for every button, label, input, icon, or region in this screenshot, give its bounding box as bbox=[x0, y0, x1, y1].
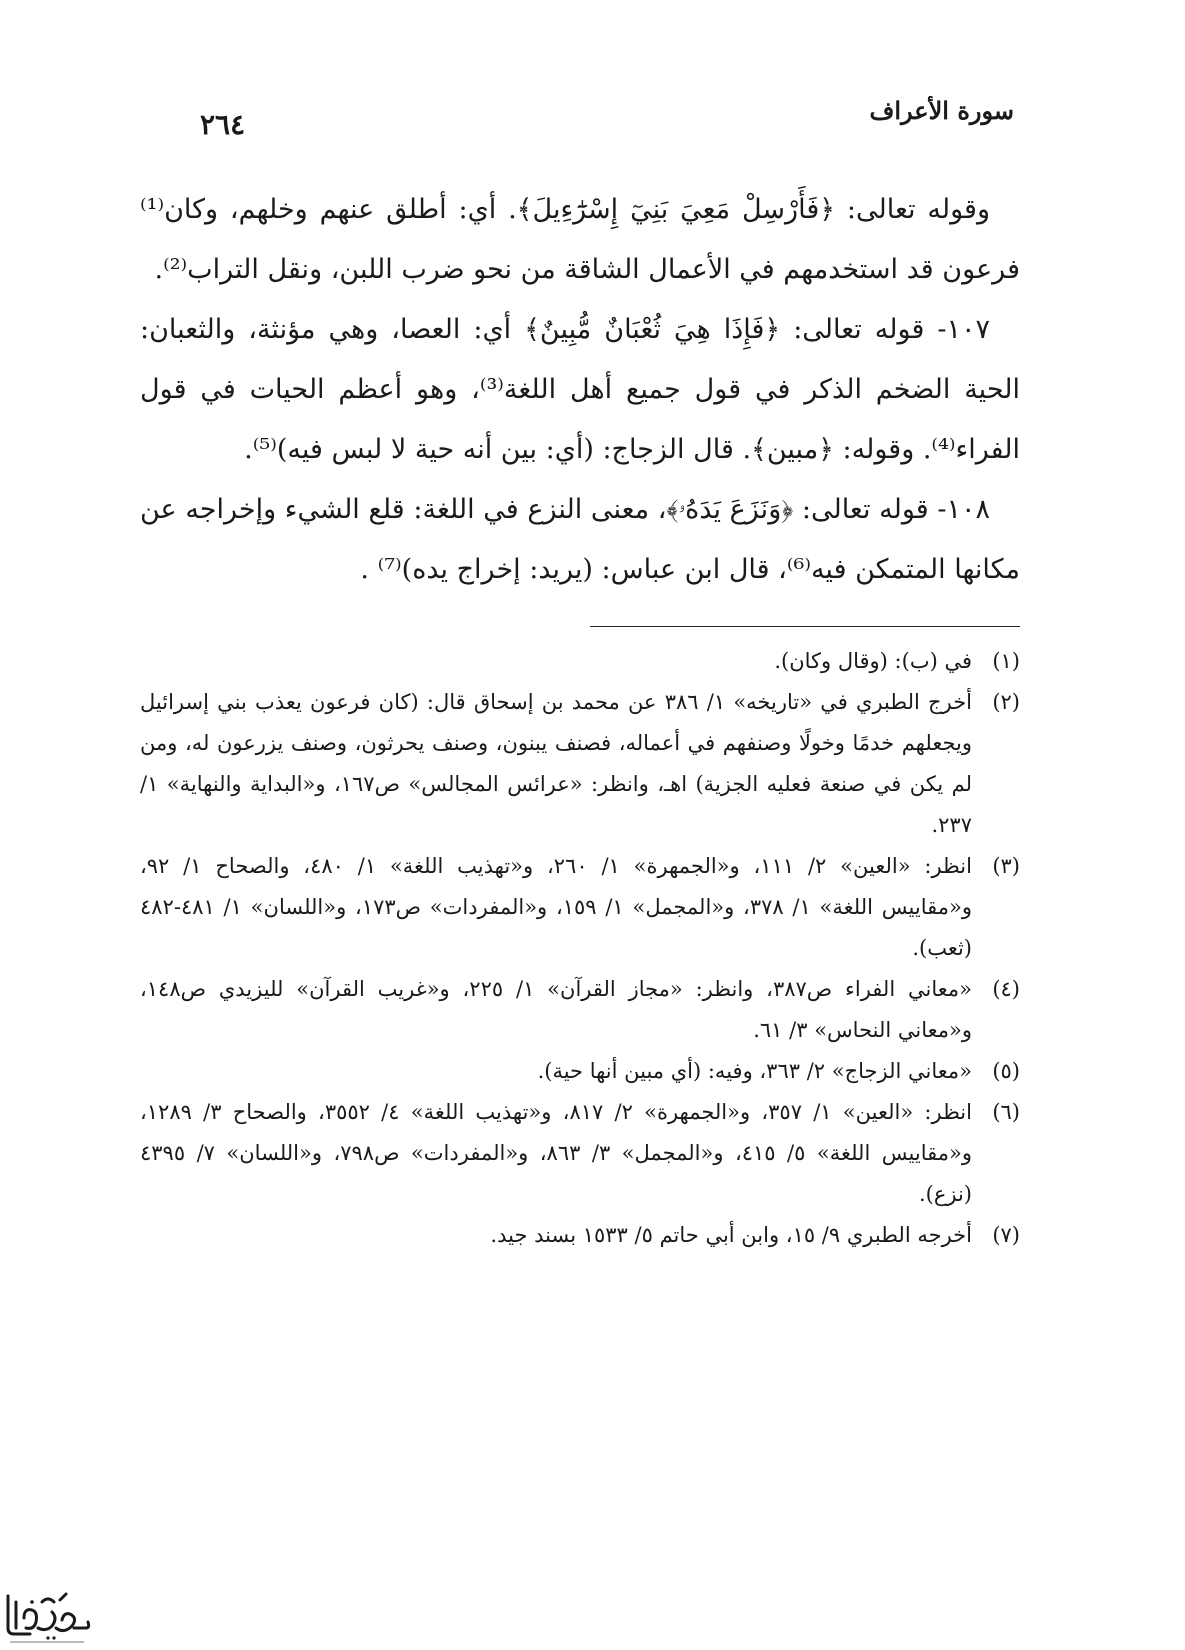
footnote bbox=[140, 846, 1020, 969]
footnote-text: انظر: «العين» ٢/ ١١١، و«الجمهرة» ١/ ٢٦٠، و«تهذيب اللغة» ١/ ٤٨٠، والصحاح ١/ ٩٢، و«مقاييس اللغة» ١/ ٣٧٨، و«المجمل» ١/ ١٥٩، و«المفردات» ص١٧٣، و«اللسان» ١/ ٤٨١-٤٨٢ (ثعب). bbox=[140, 854, 972, 960]
footnote-text: في (ب): (وقال وكان). bbox=[774, 649, 972, 673]
footnote-text: «معاني الزجاج» ٢/ ٣٦٣، وفيه: (أي مبين أنها حية). bbox=[537, 1059, 972, 1083]
footnote bbox=[140, 682, 1020, 846]
footnote-number: (٧) bbox=[992, 1223, 1020, 1247]
footnote-text: أخرجه الطبري ٩/ ١٥، وابن أبي حاتم ٥/ ١٥٣٣ بسند جيد. bbox=[490, 1223, 972, 1247]
footnotes bbox=[140, 641, 1020, 1256]
footnote-text: «معاني الفراء ص٣٨٧، وانظر: «مجاز القرآن» ١/ ٢٢٥، و«غريب القرآن» لليزيدي ص١٤٨، و«معاني النحاس» ٣/ ٦١. bbox=[140, 977, 972, 1042]
publisher-logo bbox=[2, 1588, 92, 1646]
footnote-number: (١) bbox=[992, 649, 1020, 673]
footnote-text: أخرج الطبري في «تاريخه» ١/ ٣٨٦ عن محمد بن إسحاق قال: (كان فرعون يعذب بني إسرائيل ويجعلهم خدمًا وخولًا وصنفهم في أعماله، فصنف يبنون، وصنف يحرثون، وصنف يزرعون له، ومن لم يكن في صنعة فعليه الجزية) اهـ، وانظر: «عرائس المجالس» ص١٦٧، و«البداية والنهاية» ١/ ٢٣٧. bbox=[140, 690, 973, 837]
running-title: سورة الأعراف bbox=[869, 96, 1014, 125]
footnote bbox=[140, 1051, 1020, 1092]
paragraph: ١٠٨- قوله تعالى: ﴿وَنَزَعَ يَدَهُۥ﴾، معنى النزع في اللغة: قلع الشيء وإخراجه عن مكانها المتمكن فيه⁽⁶⁾، قال ابن عباس: (يريد: إخراج يده)⁽⁷⁾ . bbox=[140, 494, 1020, 585]
paragraph: وقوله تعالى: ﴿فَأَرْسِلْ مَعِيَ بَنِيٓ إِسْرَٰٓءِيلَ﴾. أي: أطلق عنهم وخلهم، وكان⁽¹⁾ فرعون قد استخدمهم في الأعمال الشاقة من نحو ضرب اللبن، ونقل التراب⁽²⁾. bbox=[140, 194, 1020, 285]
paragraph: ١٠٧- قوله تعالى: ﴿فَإِذَا هِيَ ثُعْبَانٌ مُّبِينٌ﴾ أي: العصا، وهي مؤنثة، والثعبان: الحية الضخم الذكر في قول جميع أهل اللغة⁽³⁾، وهو أعظم الحيات في قول الفراء⁽⁴⁾. وقوله: ﴿مبين﴾. قال الزجاج: (أي: بين أنه حية لا لبس فيه)⁽⁵⁾. bbox=[140, 314, 1020, 465]
footnote bbox=[140, 1215, 1020, 1256]
footnote bbox=[140, 641, 1020, 682]
page-header bbox=[140, 88, 1020, 148]
main-text bbox=[140, 180, 1020, 600]
footnote-number: (٣) bbox=[992, 854, 1020, 878]
page bbox=[140, 88, 1020, 1568]
footnote-number: (٥) bbox=[992, 1059, 1020, 1083]
footnote bbox=[140, 1092, 1020, 1215]
footnote-number: (٤) bbox=[992, 977, 1020, 1001]
footnote-number: (٦) bbox=[992, 1100, 1020, 1124]
page-number: ٢٦٤ bbox=[200, 108, 246, 141]
footnote-number: (٢) bbox=[992, 690, 1020, 714]
footnote-text: انظر: «العين» ١/ ٣٥٧، و«الجمهرة» ٢/ ٨١٧، و«تهذيب اللغة» ٤/ ٣٥٥٢، والصحاح ٣/ ١٢٨٩، و«مقاييس اللغة» ٥/ ٤١٥، و«المجمل» ٣/ ٨٦٣، و«المفردات» ص٧٩٨، و«اللسان» ٧/ ٤٣٩٥ (نزع). bbox=[140, 1100, 972, 1206]
footnote bbox=[140, 969, 1020, 1051]
footnote-separator bbox=[590, 626, 1020, 627]
